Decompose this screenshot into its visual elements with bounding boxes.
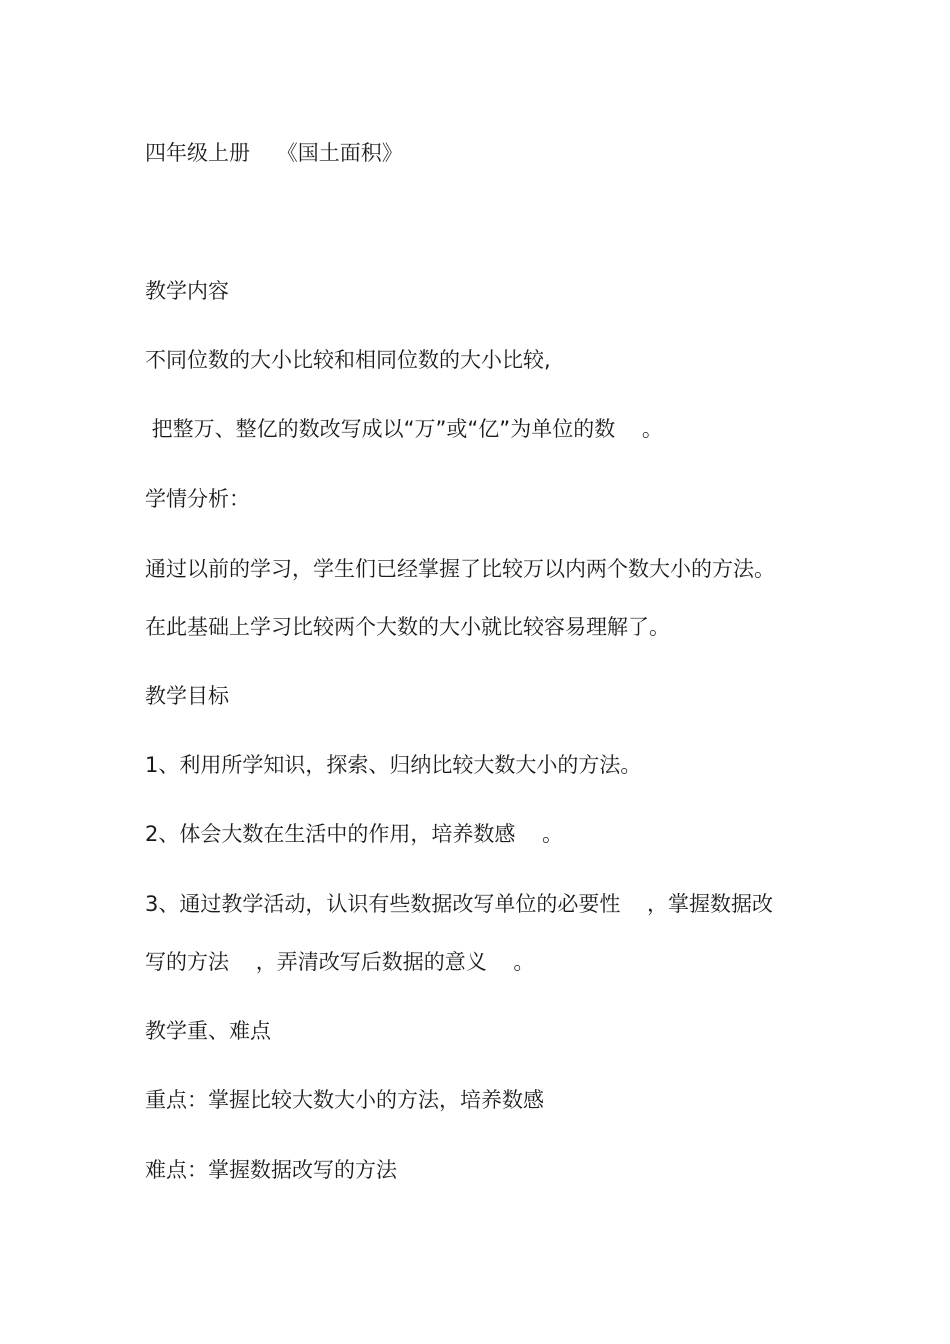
goal-item-continued: 写的方法 ，弄清改写后数据的意义 。	[145, 950, 535, 974]
goal-item: 3、通过教学活动，认识有些数据改写单位的必要性 ，掌握数据改	[145, 892, 774, 916]
heading-student-analysis: 学情分析：	[145, 487, 250, 511]
difficult-point: 难点：掌握数据改写的方法	[145, 1158, 397, 1182]
goal-item: 1、利用所学知识，探索、归纳比较大数大小的方法。	[145, 753, 642, 777]
goal-item: 2、体会大数在生活中的作用，培养数感 。	[145, 822, 564, 846]
heading-key-points: 教学重、难点	[145, 1019, 271, 1043]
document-title: 四年级上册 《国土面积》	[145, 141, 403, 165]
paragraph-line: 通过以前的学习，学生们已经掌握了比较万以内两个数大小的方法。	[145, 557, 775, 581]
heading-teaching-goals: 教学目标	[145, 684, 229, 708]
paragraph-line: 把整万、整亿的数改写成以“万”或“亿”为单位的数 。	[145, 417, 663, 441]
paragraph-line: 在此基础上学习比较两个大数的大小就比较容易理解了。	[145, 615, 670, 639]
heading-teaching-content: 教学内容	[145, 279, 229, 303]
paragraph-line: 不同位数的大小比较和相同位数的大小比较,	[145, 348, 551, 372]
key-point: 重点：掌握比较大数大小的方法，培养数感	[145, 1088, 544, 1112]
